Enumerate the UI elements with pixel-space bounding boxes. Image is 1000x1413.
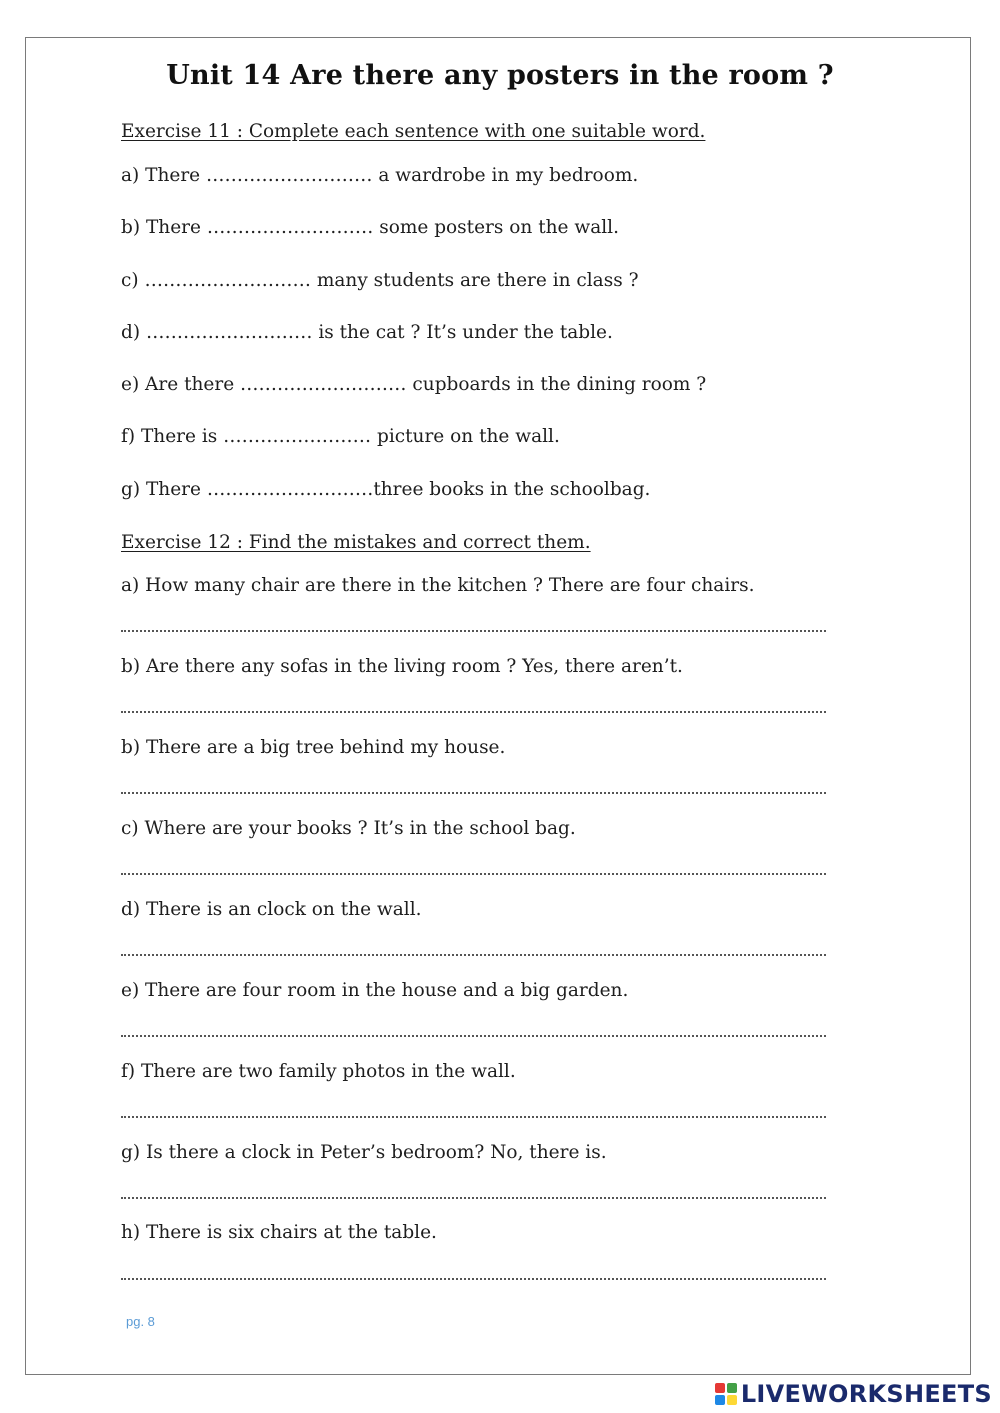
answer-line-1[interactable] (121, 630, 826, 632)
exercise-12-item-b: b) Are there any sofas in the living room ? Yes, there aren’t. (121, 656, 683, 677)
page-number: pg. 8 (126, 1314, 155, 1329)
exercise-11-item-f: f) There is …………………… picture on the wall. (121, 426, 560, 447)
liveworksheets-logo-icon (715, 1383, 737, 1405)
exercise-11-item-g: g) There ………………………three books in the schoolbag. (121, 479, 651, 500)
exercise-11-item-c: c) ……………………… many students are there in class ? (121, 270, 639, 291)
answer-line-5[interactable] (121, 954, 826, 956)
exercise-12-item-c: c) Where are your books ? It’s in the school bag. (121, 818, 576, 839)
liveworksheets-brand: LIVEWORKSHEETS (740, 1380, 992, 1408)
exercise-11-item-a: a) There ……………………… a wardrobe in my bedroom. (121, 165, 639, 186)
exercise-12-item-a: a) How many chair are there in the kitchen ? There are four chairs. (121, 575, 755, 596)
exercise-11-item-e: e) Are there ……………………… cupboards in the dining room ? (121, 374, 707, 395)
page-title: Unit 14 Are there any posters in the room ? (166, 60, 834, 91)
exercise-11-item-b: b) There ……………………… some posters on the wall. (121, 217, 619, 238)
exercise-11-heading: Exercise 11 : Complete each sentence with one suitable word. (121, 121, 706, 142)
exercise-12-item-b2: b) There are a big tree behind my house. (121, 737, 506, 758)
liveworksheets-logo[interactable] (715, 1380, 992, 1408)
answer-line-7[interactable] (121, 1116, 826, 1118)
exercise-12-item-e: e) There are four room in the house and a big garden. (121, 980, 629, 1001)
exercise-11-item-d: d) ……………………… is the cat ? It’s under the table. (121, 322, 613, 343)
exercise-12-item-f: f) There are two family photos in the wall. (121, 1061, 516, 1082)
exercise-12-item-d: d) There is an clock on the wall. (121, 899, 422, 920)
exercise-12-item-h: h) There is six chairs at the table. (121, 1222, 437, 1243)
answer-line-3[interactable] (121, 792, 826, 794)
answer-line-6[interactable] (121, 1035, 826, 1037)
answer-line-8[interactable] (121, 1197, 826, 1199)
answer-line-9[interactable] (121, 1278, 826, 1280)
exercise-12-heading: Exercise 12 : Find the mistakes and correct them. (121, 532, 591, 553)
exercise-12-item-g: g) Is there a clock in Peter’s bedroom? No, there is. (121, 1142, 607, 1163)
answer-line-2[interactable] (121, 711, 826, 713)
answer-line-4[interactable] (121, 873, 826, 875)
